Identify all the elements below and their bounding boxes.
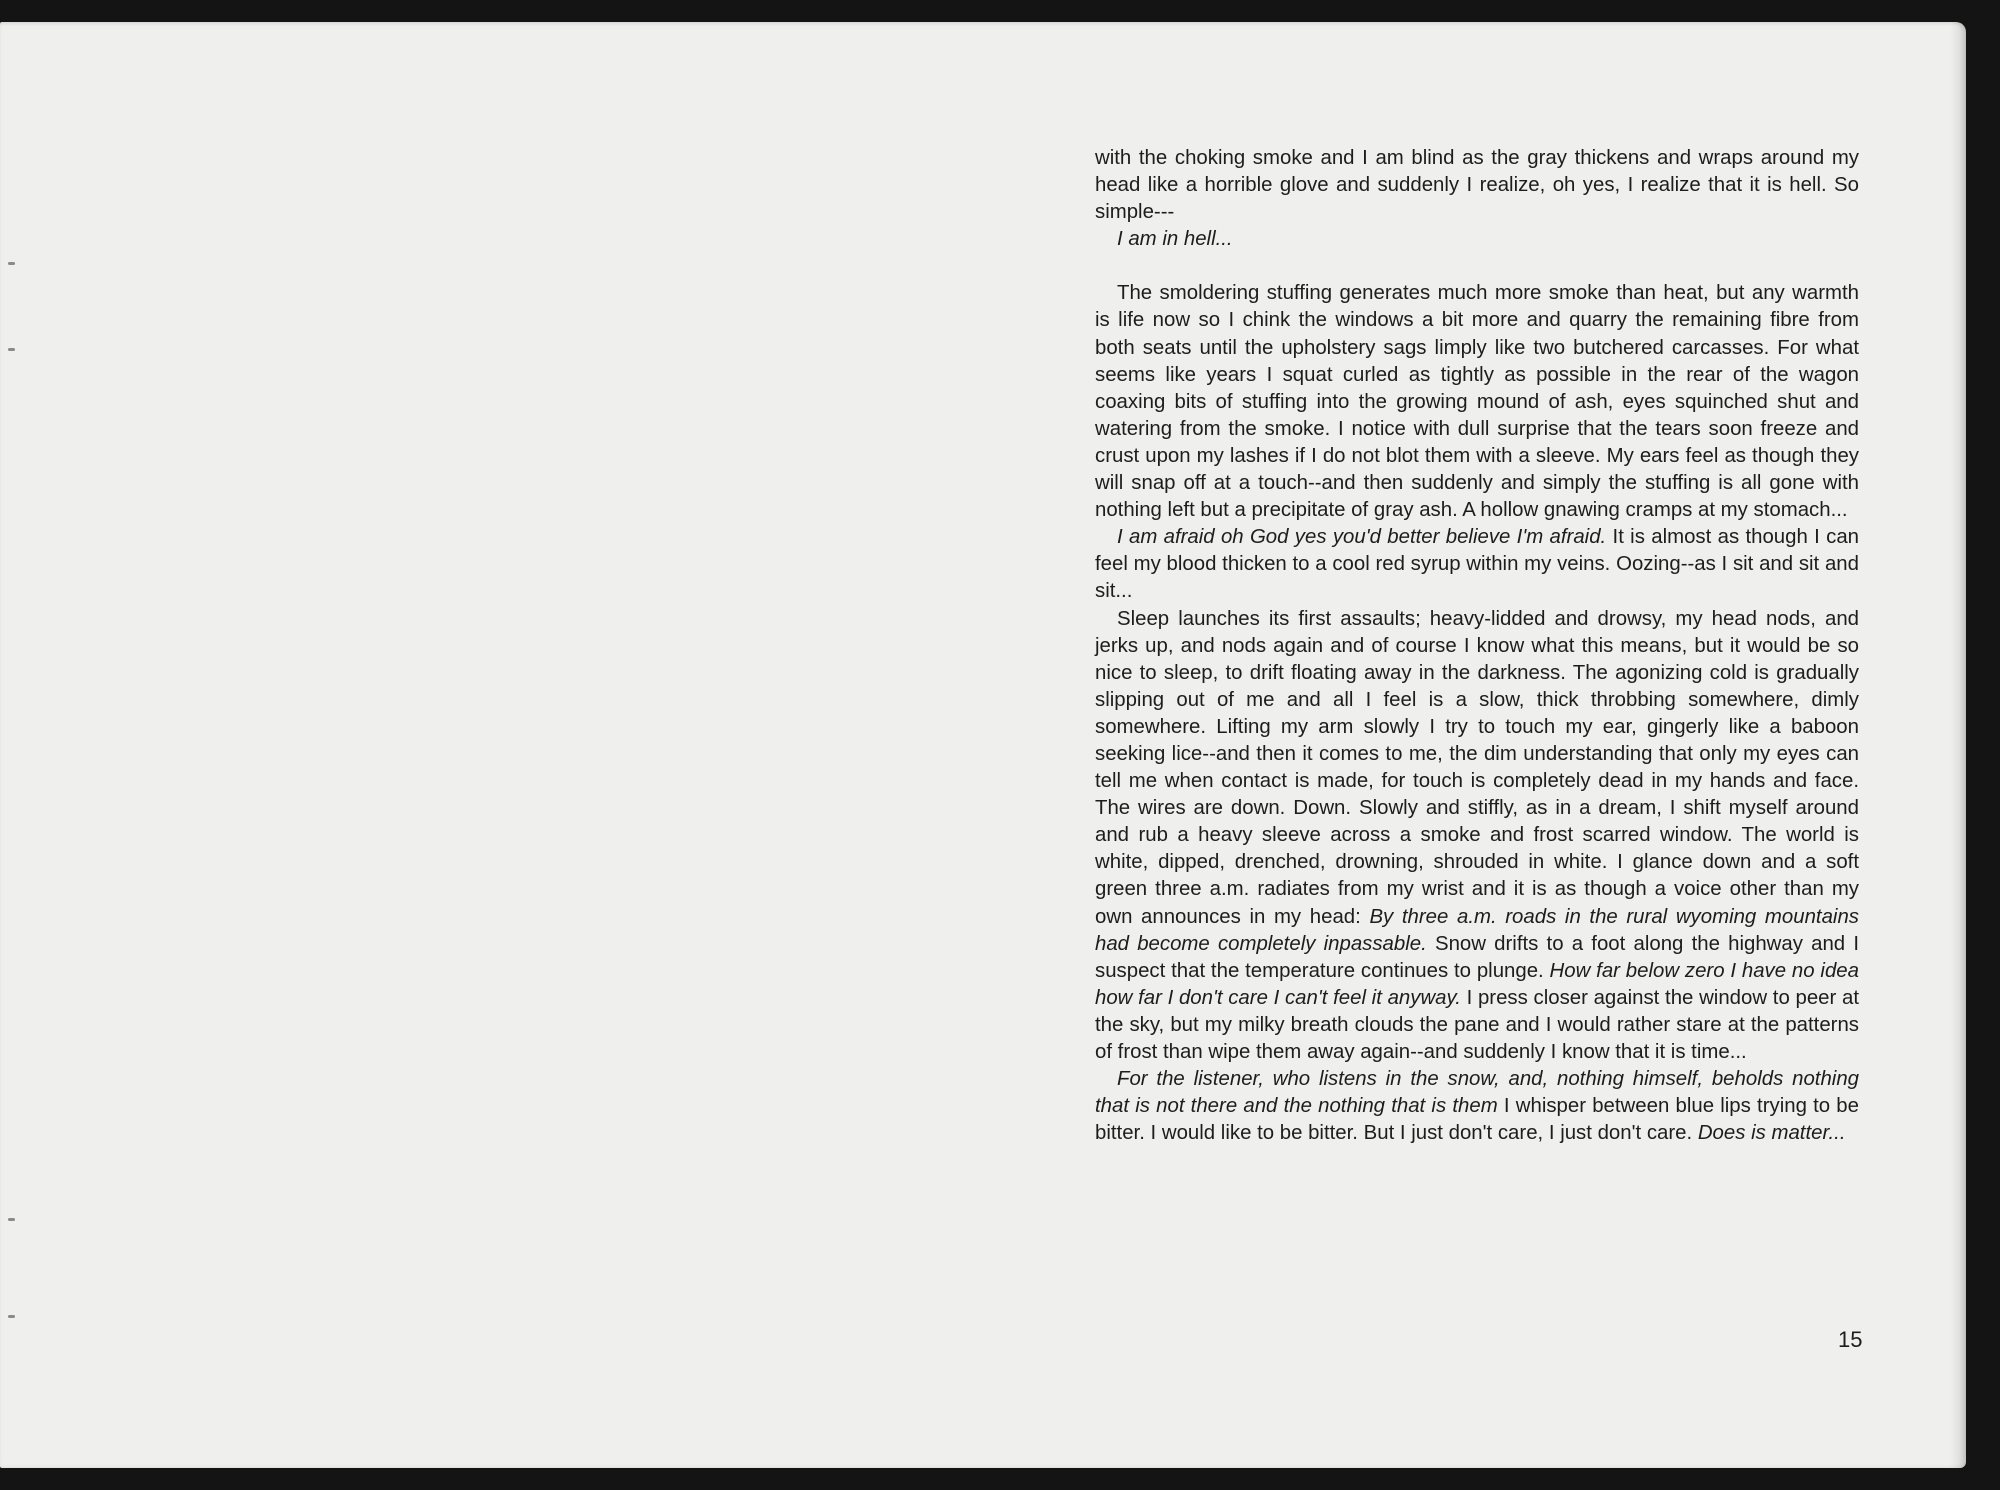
binding-mark [8,348,15,351]
page-edge-shadow [1950,22,1966,1468]
italic-text-run: I am in hell... [1117,228,1233,251]
binding-mark [8,1218,15,1221]
page-number: 15 [1838,1327,1863,1352]
paragraph [1095,226,1859,253]
paragraph [1095,1066,1859,1147]
paragraph [1095,145,1859,226]
italic-text-run: I am afraid oh God yes you'd better believe I'm afraid. [1117,526,1607,549]
paragraph [1095,280,1859,524]
text-run: The smoldering stuffing generates much more smoke than heat, but any warmth is life now so I chink the windows a bit more and quarry the remaining fibre from both seats until the upholstery sags limply like two butchered carcasses. For what seems like years I squat curled as tightly as possible in the rear of the wagon coaxing bits of stuffing into the growing mound of ash, eyes squinched shut and watering from the smoke. I notice with dull surprise that the tears soon freeze and crust upon my lashes if I do not blot them with a sleeve. My ears feel as though they will snap off at a touch--and then suddenly and simply the stuffing is all gone with nothing left but a precipitate of gray ash. A hollow gnawing cramps at my stomach... [1095,282,1859,522]
text-run: Sleep launches its first assaults; heavy-lidded and drowsy, my head nods, and jerks up, and nods again and of course I know what this means, but it would be so nice to sleep, to drift floating away in the darkness. The agonizing cold is gradually slipping out of me and all I feel is a slow, thick throbbing somewhere, dimly somewhere. Lifting my arm slowly I try to touch my ear, gingerly like a baboon seeking lice--and then it comes to me, the dim understanding that only my eyes can tell me when contact is made, for touch is completely dead in my hands and face. The wires are down. Down. Slowly and stiffly, as in a dream, I shift myself around and rub a heavy sleeve across a smoke and frost scarred window. The world is white, dipped, drenched, drowning, shrouded in white. I glance down and a soft green three a.m. radiates from my wrist and it is as though a voice other than my own announces in my head: [1095,607,1859,928]
body-text [1095,145,1859,1147]
text-run: It is almost as though I can feel my blood thicken to a cool red syrup within my veins. Oozing--as I sit and sit and sit... [1095,526,1859,603]
text-run: Snow drifts to a foot along the highway and I suspect that the temperature continues to plunge. [1095,932,1860,982]
binding-mark [8,1315,15,1318]
italic-text-run: By three a.m. roads in the rural wyoming mountains had become completely inpassable. [1095,905,1859,955]
italic-text-run: For the listener, who listens in the snow, and, nothing himself, beholds nothing that is not there and the nothing that is them [1095,1068,1859,1118]
italic-text-run: How far below zero I have no idea how far I don't care I can't feel it anyway. [1095,959,1859,1009]
italic-text-run: Does is matter... [1697,1122,1846,1145]
binding-mark [8,262,15,265]
text-run: I press closer against the window to peer at the sky, but my milky breath clouds the pane and I would rather stare at the patterns of frost than wipe them away again--and suddenly I know that it is time... [1095,986,1860,1063]
text-run: I whisper between blue lips trying to be bitter. I would like to be bitter. But I just don't care, I just don't care. [1095,1095,1859,1145]
paragraph [1095,524,1859,605]
paragraph [1095,606,1859,1067]
text-run: with the choking smoke and I am blind as the gray thickens and wraps around my head like a horrible glove and suddenly I realize, oh yes, I realize that it is hell. So simple--- [1095,147,1859,224]
